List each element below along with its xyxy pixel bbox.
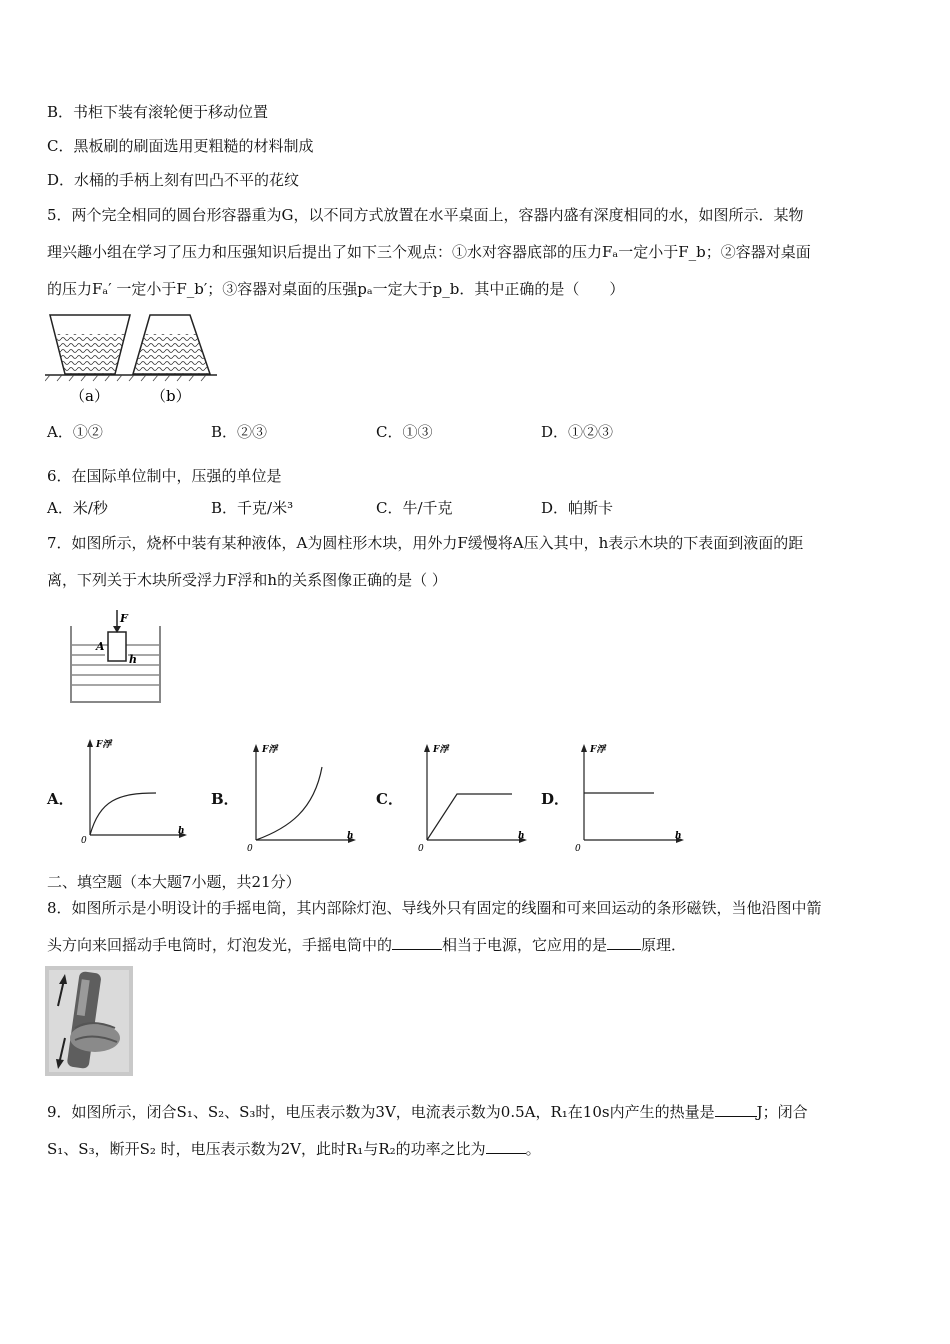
q4-option-c: C．黑板刷的刷面选用更粗糙的材料制成 (47, 137, 314, 155)
q5-fig-label-b: （b） (151, 387, 191, 405)
q9-text-part-1: 9．如图所示，闭合S₁、S₂、S₃时，电压表示数为3V，电流表示数为0.5A，R₁在10s内产生的热量是 (47, 1103, 715, 1121)
graph-b-origin: 0 (247, 844, 253, 854)
q5-option-a: A．①② (47, 423, 103, 441)
graph-a-y-label: F浮 (96, 740, 112, 750)
q5-stem-line-2: 理兴趣小组在学习了压力和压强知识后提出了如下三个观点：①水对容器底部的压力Fₐ一定小于F_b；②容器对桌面 (47, 243, 811, 261)
q8-text-part-2: 相当于电源，它应用的是 (442, 936, 608, 954)
graph-a-origin: 0 (81, 836, 87, 845)
q6-option-c: C．牛/千克 (376, 499, 453, 517)
section-2-title: 二、填空题（本大题7小题，共21分） (47, 873, 301, 891)
q6-option-b: B．千克/米³ (211, 499, 294, 517)
q5-option-b: B．②③ (211, 423, 268, 441)
q7-fig-label-f: F (120, 612, 128, 625)
graph-a-x-label: h (178, 826, 185, 836)
q7-fig-label-h: h (129, 653, 137, 666)
q7-graph-d (572, 740, 687, 855)
graph-d-y-label: F浮 (590, 745, 606, 755)
graph-b-x-label: h (347, 831, 354, 841)
q5-option-c: C．①③ (376, 423, 433, 441)
q8-text-part-1: 头方向来回摇动手电筒时，灯泡发光，手摇电筒中的 (47, 936, 393, 954)
block-a (108, 632, 126, 661)
q7-stem-line-1: 7．如图所示，烧杯中装有某种液体，A为圆柱形木块，用外力F缓慢将A压入其中，h表示木块的下表面到液面的距 (47, 534, 804, 552)
q5-option-d: D．①②③ (541, 423, 614, 441)
q7-fig-label-a: A (96, 640, 105, 653)
q5-stem-line-3: 的压力Fₐ′ 一定小于F_b′；③容器对桌面的压强pₐ一定大于p_b．其中正确的是（ ） (47, 280, 625, 298)
graph-d-x-label: h (675, 831, 682, 841)
graph-b-y-label: F浮 (262, 745, 278, 755)
q6-option-d: D．帕斯卡 (541, 499, 614, 517)
q8-blank-1[interactable] (392, 935, 442, 950)
q9-blank-1[interactable] (715, 1102, 757, 1117)
q6-option-a: A．米/秒 (47, 499, 108, 517)
q8-stem-line-1: 8．如图所示是小明设计的手摇电筒，其内部除灯泡、导线外只有固定的线圈和可来回运动的条形磁铁，当他沿图中箭 (47, 899, 822, 917)
graph-c-y-label: F浮 (433, 745, 449, 755)
q4-option-d: D．水桶的手柄上刻有凹凸不平的花纹 (47, 171, 300, 189)
q8-blank-2[interactable] (607, 935, 641, 950)
q5-fig-label-a: （a） (70, 387, 109, 405)
graph-b-curve (256, 767, 322, 840)
q7-beaker-figure (68, 608, 163, 704)
q7-option-d: D． (541, 790, 570, 808)
q9-stem-line-2 (47, 1139, 541, 1159)
q9-text-part-3: S₁、S₃，断开S₂ 时，电压表示数为2V，此时R₁与R₂的功率之比为 (47, 1140, 486, 1158)
graph-a-curve (90, 793, 156, 835)
q7-option-c: C． (376, 790, 403, 808)
graph-c-line (427, 794, 512, 840)
graph-d-origin: 0 (575, 844, 581, 854)
q9-text-part-2: J；闭合 (756, 1103, 808, 1121)
q7-graph-c (415, 740, 530, 855)
q7-option-b: B． (211, 790, 239, 808)
q7-option-a: A． (47, 790, 74, 808)
q8-text-part-3: 原理． (641, 936, 687, 954)
q7-graph-b (244, 740, 359, 855)
q9-blank-2[interactable] (486, 1139, 526, 1154)
graph-c-origin: 0 (418, 844, 424, 854)
q8-flashlight-photo (45, 966, 133, 1076)
q5-containers-figure (45, 312, 220, 407)
graph-c-x-label: h (518, 831, 525, 841)
q8-stem-line-2 (47, 935, 686, 955)
q7-graph-a (78, 735, 193, 845)
q7-stem-line-2: 离，下列关于木块所受浮力F浮和h的关系图像正确的是（ ） (47, 571, 447, 589)
q9-text-part-4: 。 (525, 1140, 541, 1158)
q5-stem-line-1: 5．两个完全相同的圆台形容器重为G，以不同方式放置在水平桌面上，容器内盛有深度相同的水，如图所示．某物 (47, 206, 804, 224)
q4-option-b: B．书柜下装有滚轮便于移动位置 (47, 103, 269, 121)
q6-stem: 6．在国际单位制中，压强的单位是 (47, 467, 282, 485)
q9-stem-line-1 (47, 1102, 808, 1122)
